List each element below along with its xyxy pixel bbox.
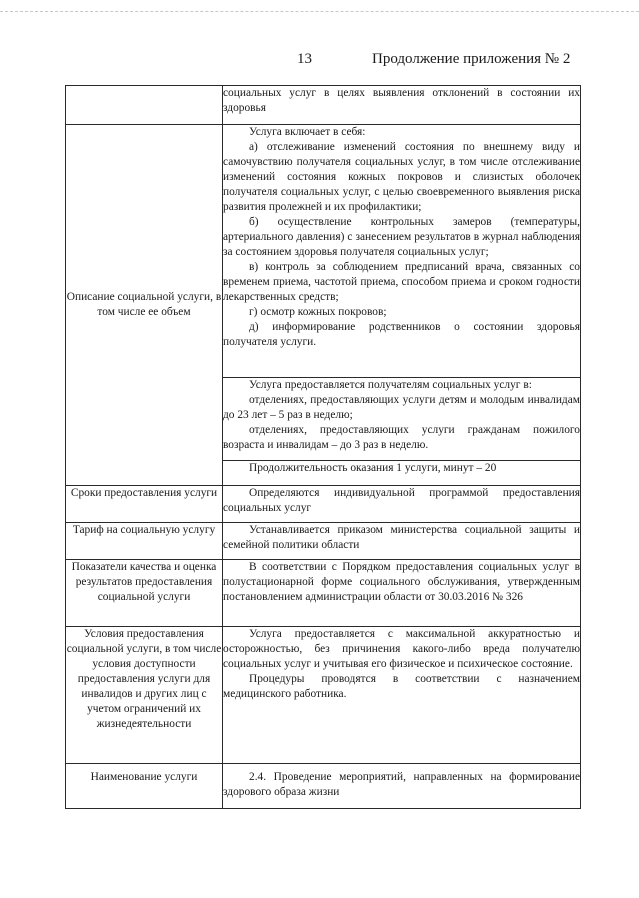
conditions-paragraph-1: Услуга предоставляется с максимальной аккуратностью и осторожностью, без причинения какого-либо вреда получателю социальных услуг и учитывая его физическое и психическое состояние. xyxy=(223,628,580,670)
table-row-description xyxy=(66,125,581,378)
content-conditions xyxy=(223,627,581,764)
description-item-e: д) информирование родственников о состоянии здоровья получателя услуги. xyxy=(223,321,580,348)
content-description-block2 xyxy=(223,378,581,461)
label-terms: Сроки предоставления услуги xyxy=(66,486,223,523)
table-row-terms xyxy=(66,486,581,523)
content-service-name xyxy=(223,764,581,809)
content-description-block1 xyxy=(223,125,581,378)
content-terms xyxy=(223,486,581,523)
label-tariff: Тариф на социальную услугу xyxy=(66,523,223,560)
description-item-b: б) осуществление контрольных замеров (температуры, артериального давления) с занесением результатов в журнал наблюдения за состоянием здоровья получателя социальных услуг; xyxy=(223,216,580,258)
description-item-d: г) осмотр кожных покровов; xyxy=(249,306,387,318)
content-description-block3 xyxy=(223,461,581,486)
frequency-young: отделениях, предоставляющих услуги детям и молодым инвалидам до 23 лет – 5 раз в неделю; xyxy=(223,394,580,421)
content-cell-continuation xyxy=(223,86,581,125)
scan-edge-line xyxy=(0,11,639,12)
label-service-name: Наименование услуги xyxy=(66,764,223,809)
table-row-service-name xyxy=(66,764,581,809)
frequency-intro: Услуга предоставляется получателям социальных услуг в: xyxy=(249,379,532,391)
description-intro: Услуга включает в себя: xyxy=(249,126,366,138)
terms-text: Определяются индивидуальной программой предоставления социальных услуг xyxy=(223,487,580,514)
conditions-paragraph-2: Процедуры проводятся в соответствии с назначением медицинского работника. xyxy=(223,673,580,700)
service-name-text: 2.4. Проведение мероприятий, направленных на формирование здорового образа жизни xyxy=(223,771,580,798)
content-tariff xyxy=(223,523,581,560)
description-item-c: в) контроль за соблюдением предписаний врача, связанных со временем приема, частотой приема, способом приема и сроком годности лекарственных средств; xyxy=(223,261,580,303)
duration-text: Продолжительность оказания 1 услуги, минут – 20 xyxy=(249,462,497,474)
page-caption: Продолжение приложения № 2 xyxy=(372,51,571,67)
description-item-a: а) отслеживание изменений состояния по внешнему виду и самочувствию получателя социальных услуг, в том числе отслеживание изменений состояния кожных покровов и слизистых оболочек получателя социальных услуг, с целью своевременного выявления риска развития пролежней и их профилактики; xyxy=(223,141,580,213)
page-number: 13 xyxy=(297,51,312,67)
continuation-text: социальных услуг в целях выявления отклонений в состоянии их здоровья xyxy=(223,87,580,114)
table-row-tariff xyxy=(66,523,581,560)
label-quality: Показатели качества и оценка результатов предоставления социальной услуги xyxy=(66,560,223,627)
label-description: Описание социальной услуги, в том числе ее объем xyxy=(66,125,223,486)
frequency-elderly: отделениях, предоставляющих услуги гражданам пожилого возраста и инвалидам – до 3 раз в неделю. xyxy=(223,424,580,451)
quality-text: В соответствии с Порядком предоставления социальных услуг в полустационарной форме социального обслуживания, утвержденным постановлением администрации области от 30.03.2016 № 326 xyxy=(223,561,580,603)
label-conditions: Условия предоставления социальной услуги, в том числе условия доступности предоставления услуги для инвалидов и других лиц с учетом ограничений их жизнедеятельности xyxy=(66,627,223,764)
table-row-continuation xyxy=(66,86,581,125)
content-quality xyxy=(223,560,581,627)
tariff-text: Устанавливается приказом министерства социальной защиты и семейной политики области xyxy=(223,524,580,551)
table-row-quality xyxy=(66,560,581,627)
table-row-conditions xyxy=(66,627,581,764)
label-cell-empty xyxy=(66,86,223,125)
service-table xyxy=(65,85,581,809)
